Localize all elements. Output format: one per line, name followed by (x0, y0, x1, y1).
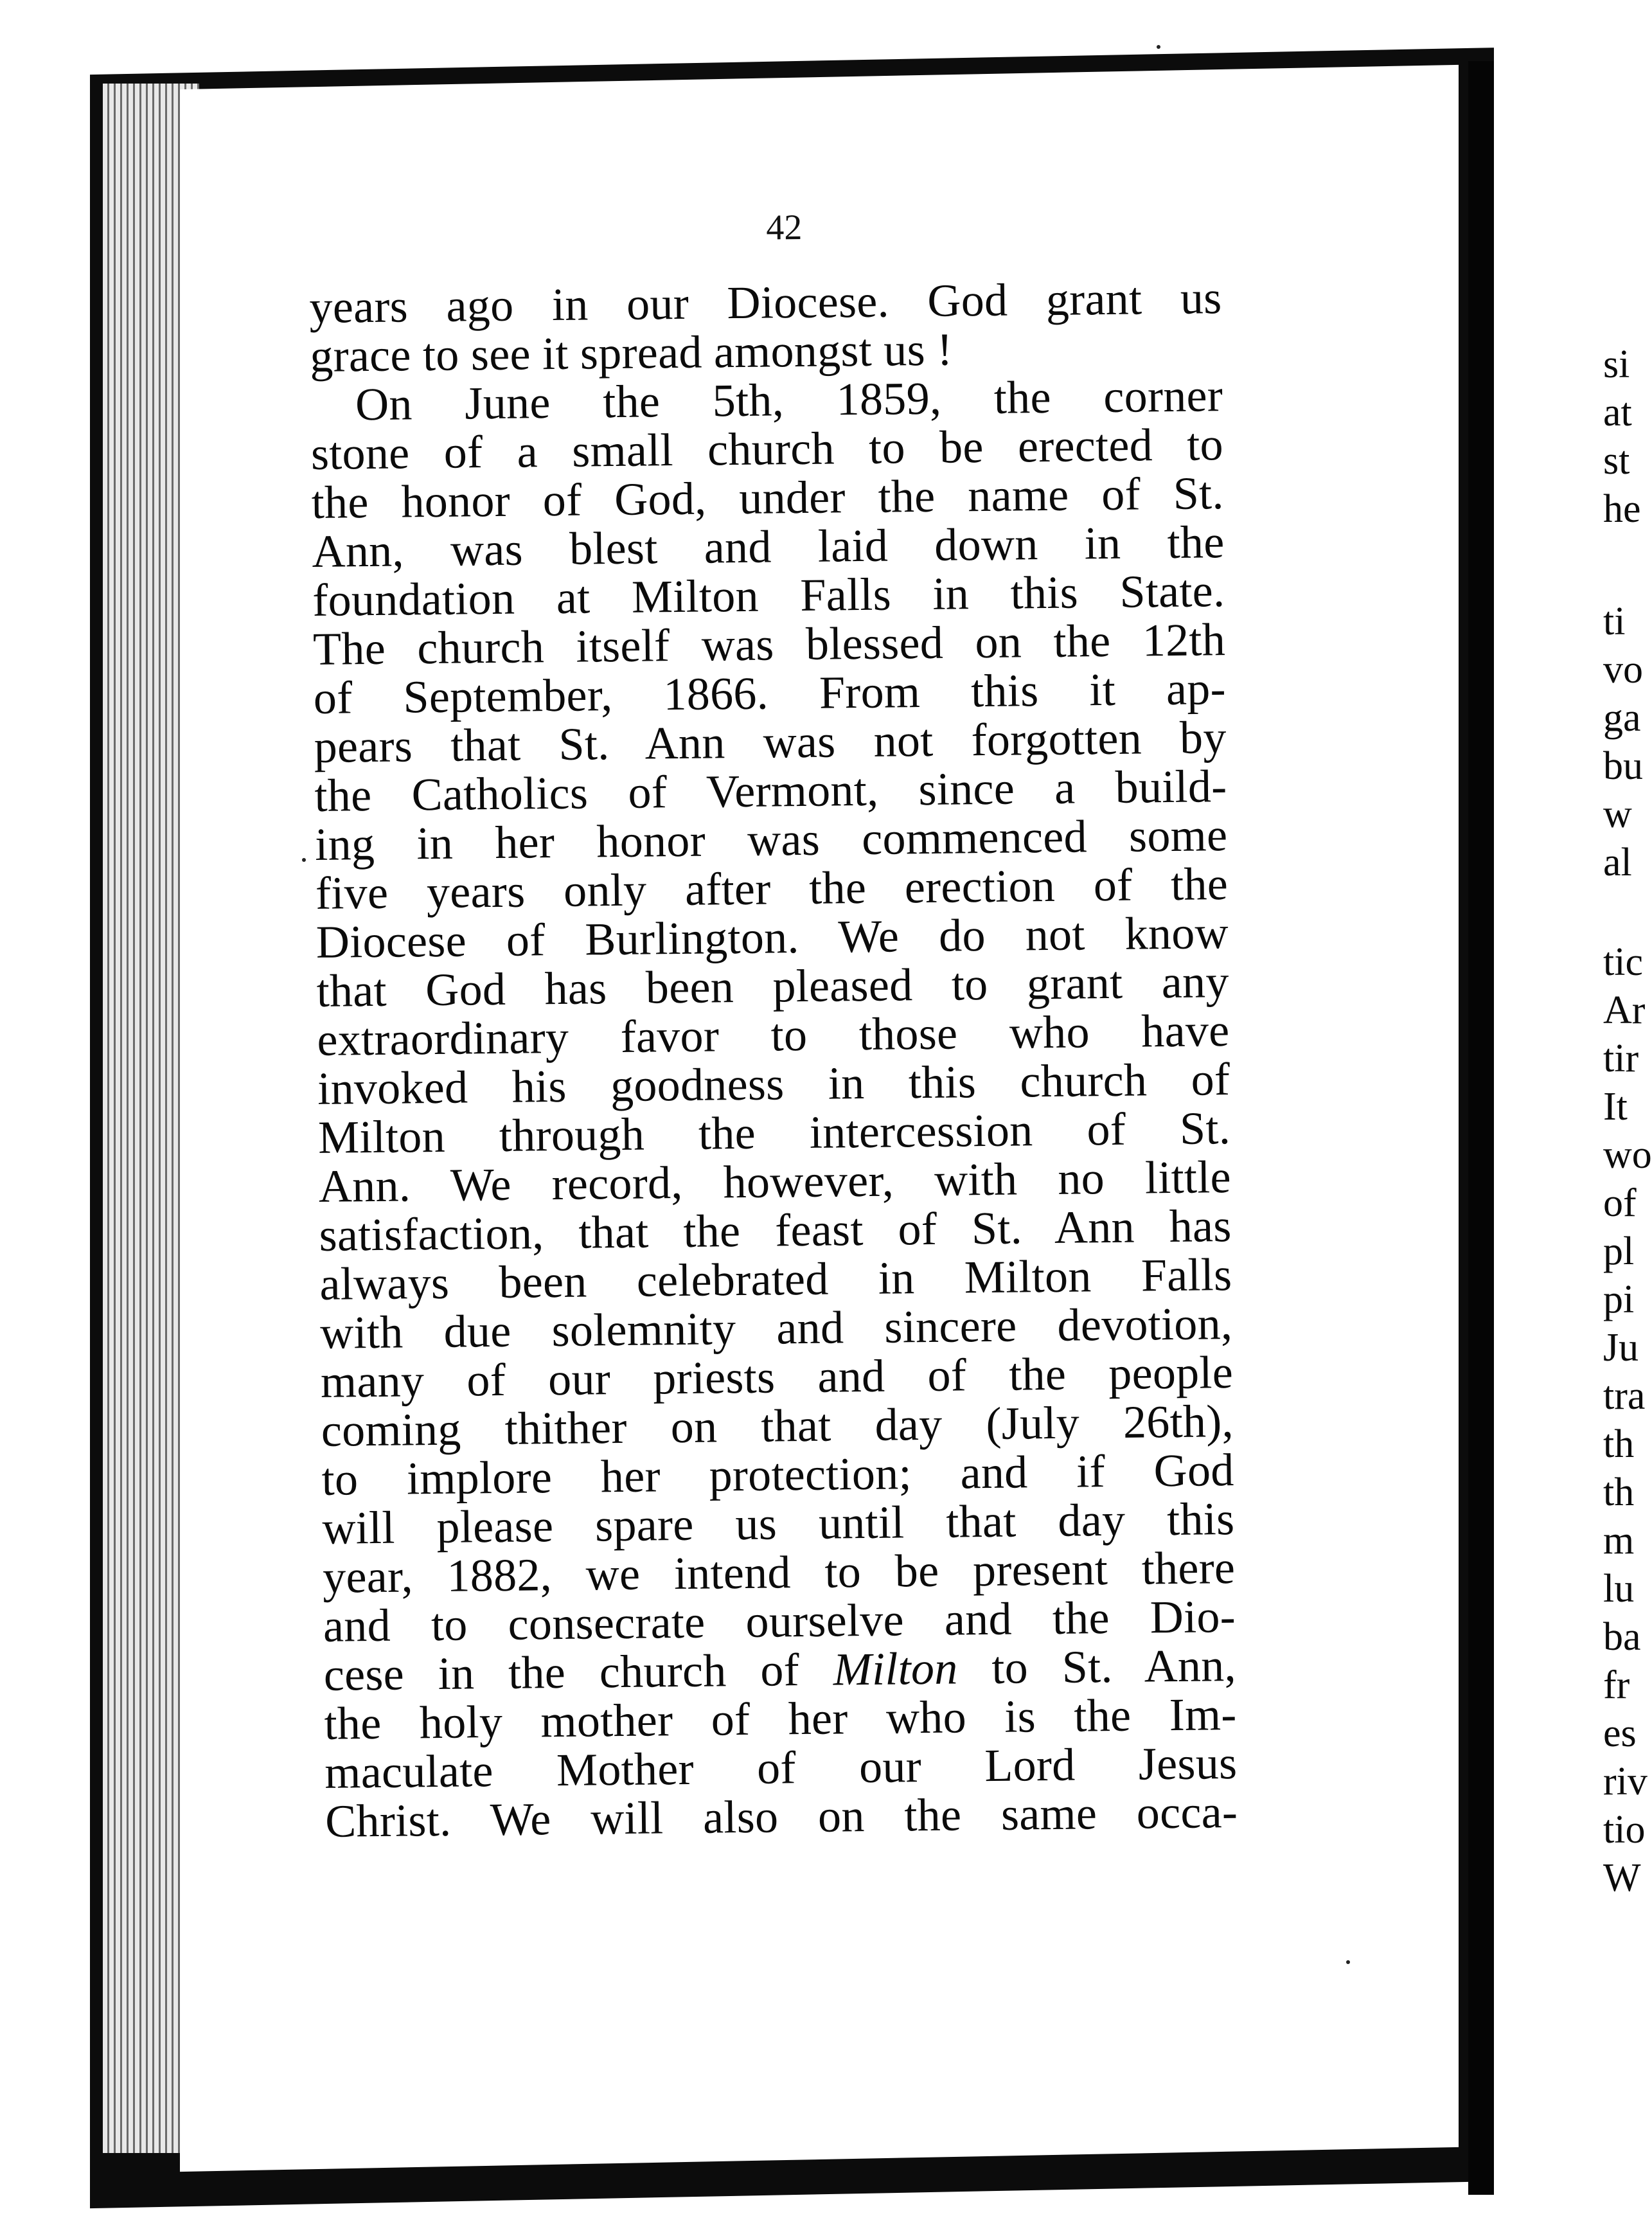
facing-text-fragment: at (1603, 391, 1632, 434)
facing-text-fragment: al (1603, 841, 1632, 884)
facing-text-fragment: W (1603, 1856, 1641, 1900)
text-line-content: Ann, was blest and laid down in the (312, 516, 1225, 577)
facing-text-fragment: wo (1603, 1133, 1652, 1177)
text-line-content: to St. Ann, (957, 1640, 1237, 1694)
facing-text-fragment: It (1603, 1085, 1628, 1129)
text-line (325, 1787, 1238, 1846)
page-number: 42 (765, 207, 803, 248)
text-line-content: five years only after the erection of the (315, 858, 1229, 919)
facing-text-fragment: w (1603, 792, 1632, 836)
facing-text-fragment: Ar (1603, 988, 1646, 1032)
facing-text-fragment: ti (1603, 600, 1626, 643)
text-line-content: year, 1882, we intend to be present there (322, 1542, 1236, 1603)
text-line-content: Milton through the intercession of St. (317, 1102, 1231, 1163)
text-line-content: satisfaction, that the feast of St. Ann has (319, 1200, 1232, 1261)
facing-text-fragment: st (1603, 439, 1630, 483)
text-line-content: that God has been pleased to grant any (316, 956, 1230, 1017)
facing-text-fragment: he (1603, 487, 1641, 531)
text-line-content: cese in the church of (323, 1643, 834, 1701)
facing-text-fragment: m (1603, 1519, 1635, 1562)
facing-text-fragment: tio (1603, 1808, 1646, 1852)
text-line-content: The church itself was blessed on the 12th (312, 614, 1226, 675)
facing-text-fragment: Ju (1603, 1326, 1639, 1370)
facing-text-fragment: tir (1603, 1037, 1639, 1080)
text-line-content: stone of a small church to be erected to (310, 418, 1224, 479)
facing-text-fragment: vo (1603, 648, 1643, 692)
text-line-content: the Catholics of Vermont, since a build- (314, 760, 1227, 821)
text-line-content: will please spare us until that day this (322, 1493, 1235, 1554)
text-line-content: coming thither on that day (July 26th), (321, 1395, 1234, 1456)
facing-text-fragment: pl (1603, 1229, 1635, 1273)
text-line-content: always been celebrated in Milton Falls (319, 1249, 1232, 1310)
text-line-content: invoked his goodness in this church of (317, 1053, 1230, 1114)
facing-text-fragment: ba (1603, 1615, 1641, 1659)
facing-text-fragment: tic (1603, 940, 1643, 984)
facing-text-fragment: tra (1603, 1374, 1646, 1418)
text-line-content: and to consecrate ourselve and the Dio- (323, 1591, 1236, 1652)
text-line-content: grace to see it spread amongst us ! (309, 323, 953, 382)
text-line-content: of September, 1866. From this it ap- (313, 663, 1227, 724)
facing-text-fragment: si (1603, 343, 1630, 386)
facing-text-fragment: fr (1603, 1663, 1630, 1707)
facing-text-fragment: bu (1603, 744, 1643, 788)
text-line-content: Diocese of Burlington. We do not know (315, 907, 1229, 968)
text-line-content: to implore her protection; and if God (321, 1444, 1234, 1505)
text-line (309, 273, 1222, 332)
text-line-content: foundation at Milton Falls in this State. (312, 565, 1225, 626)
text-line-content: years ago in our Diocese. God grant us (309, 272, 1222, 333)
text-line-content: the honor of God, under the name of St. (311, 467, 1225, 528)
body-text (309, 273, 1238, 1846)
facing-text-fragment: th (1603, 1422, 1635, 1466)
text-line-content: many of our priests and of the people (320, 1346, 1234, 1407)
italic-word: Milton (833, 1642, 958, 1695)
book-gutter (1468, 61, 1494, 2195)
text-line-content: extraordinary favor to those who have (317, 1005, 1230, 1066)
facing-text-fragment: th (1603, 1470, 1635, 1514)
dust-speck (1346, 1960, 1350, 1964)
facing-text-fragment: of (1603, 1181, 1637, 1225)
facing-text-fragment: riv (1603, 1760, 1648, 1803)
text-line-content: Ann. We record, however, with no little (318, 1151, 1232, 1212)
facing-text-fragment: lu (1603, 1567, 1635, 1611)
text-line-content: ing in her honor was commenced some (314, 809, 1228, 870)
dust-speck (1157, 45, 1160, 49)
text-line-content: the holy mother of her who is the Im- (324, 1688, 1237, 1749)
text-line-content: with due solemnity and sincere devotion, (319, 1298, 1233, 1359)
text-line-content: On June the 5th, 1859, the corner (355, 370, 1223, 431)
facing-text-fragment: es (1603, 1711, 1637, 1755)
text-line-content: maculate Mother of our Lord Jesus (324, 1737, 1238, 1798)
dust-speck (302, 858, 306, 862)
text-line-content: Christ. We will also on the same occa- (324, 1785, 1238, 1847)
facing-text-fragment: pi (1603, 1278, 1635, 1321)
facing-text-fragment: ga (1603, 696, 1641, 740)
text-line-content: pears that St. Ann was not forgotten by (314, 711, 1227, 773)
